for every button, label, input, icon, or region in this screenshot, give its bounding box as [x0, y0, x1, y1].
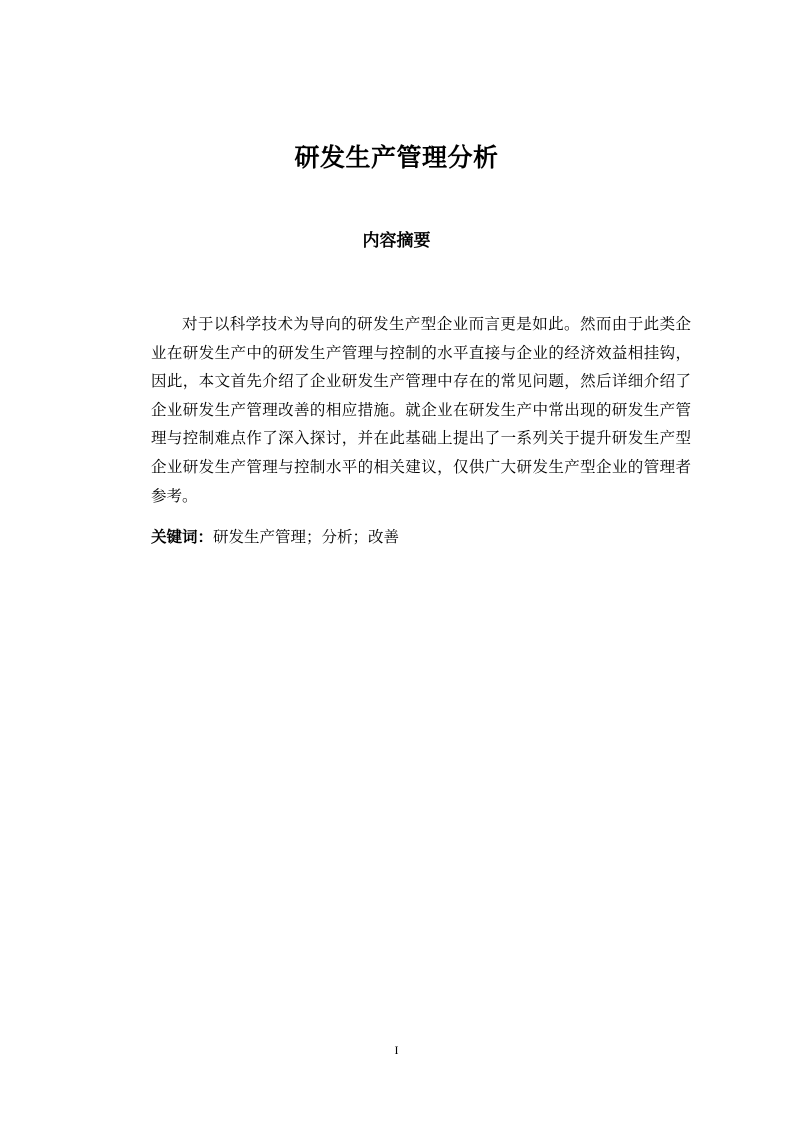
keywords-label: 关键词：: [151, 528, 214, 546]
page-number: I: [394, 1043, 399, 1057]
abstract-heading: 内容摘要: [362, 231, 431, 251]
abstract-paragraph: 对于以科学技术为导向的研发生产型企业而言更是如此。然而由于此类企业在研发生产中的研发生产管理与控制的水平直接与企业的经济效益相挂钩，因此，本文首先介绍了企业研发生产管理中存在的常见问题，然后详细介绍了企业研发生产管理改善的相应措施。就企业在研发生产中常出现的研发生产管理与控制难点作了深入探讨，并在此基础上提出了一系列关于提升研发生产型企业研发生产管理与控制水平的相关建议，仅供广大研发生产型企业的管理者参考。: [151, 315, 691, 505]
keywords-line: [151, 524, 691, 550]
document-title: 研发生产管理分析: [294, 143, 499, 172]
keywords-value: 研发生产管理；分析；改善: [213, 528, 400, 546]
